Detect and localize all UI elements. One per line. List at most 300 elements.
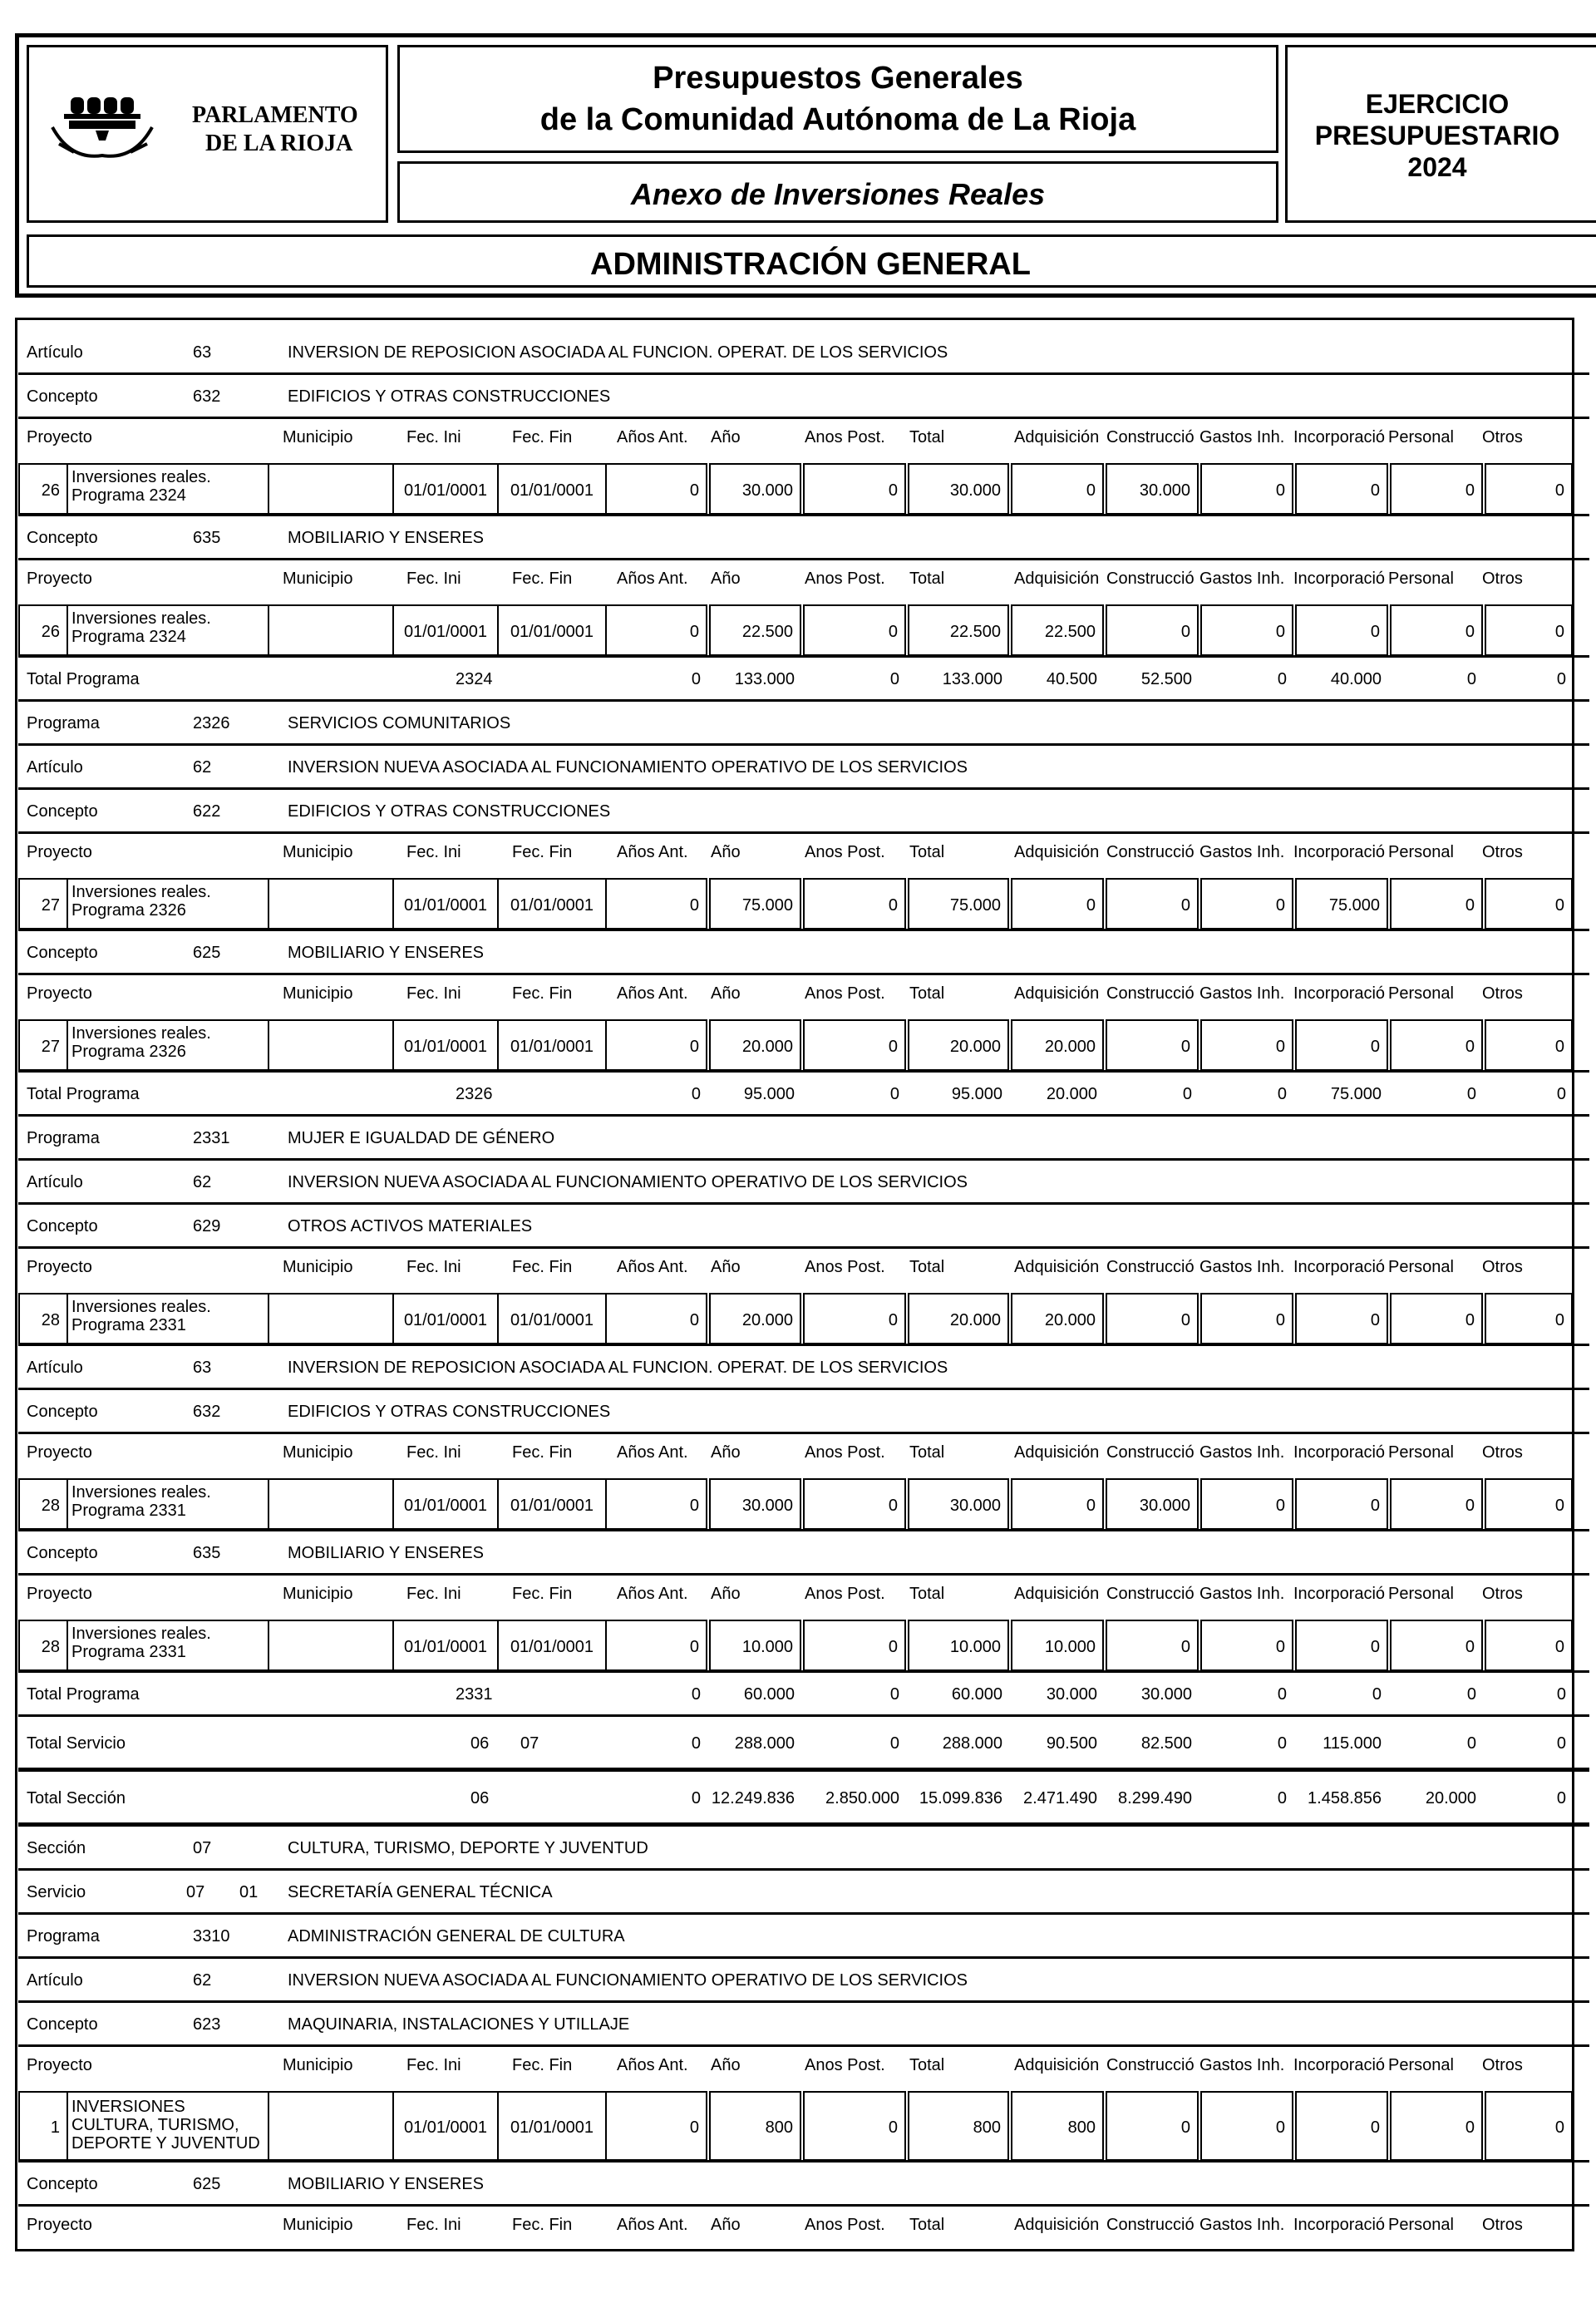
row-divider bbox=[18, 1768, 1589, 1772]
row-code: 632 bbox=[193, 1402, 221, 1421]
row-divider bbox=[18, 655, 1589, 658]
value-cell: 30.000 bbox=[709, 463, 801, 515]
total-value: 40.000 bbox=[1330, 669, 1382, 688]
column-header: Incorporació bbox=[1293, 1584, 1386, 1603]
row-description: MOBILIARIO Y ENSERES bbox=[288, 2174, 485, 2193]
value-cell: 30.000 bbox=[709, 1478, 801, 1530]
value-cell: 0 bbox=[1390, 463, 1483, 515]
row-description: INVERSION NUEVA ASOCIADA AL FUNCIONAMIENTO OPERATIVO DE LOS SERVICIOS bbox=[288, 757, 968, 777]
total-code: 2326 bbox=[456, 1084, 493, 1103]
row-divider bbox=[18, 2000, 1589, 2003]
column-header: Anos Post. bbox=[805, 2055, 885, 2074]
column-header: Total bbox=[909, 1442, 945, 1462]
total-value: 2.850.000 bbox=[825, 1789, 899, 1807]
row-description: INVERSION DE REPOSICION ASOCIADA AL FUNCION. OPERAT. DE LOS SERVICIOS bbox=[288, 1358, 948, 1377]
value-cell: 0 bbox=[803, 1293, 906, 1344]
column-header: Total bbox=[909, 2055, 945, 2074]
value-cell: 30.000 bbox=[908, 463, 1009, 515]
total-value: 12.249.836 bbox=[711, 1789, 795, 1807]
value-cell: 0 bbox=[605, 2091, 707, 2161]
column-header: Proyecto bbox=[27, 2055, 92, 2074]
column-header: Adquisición bbox=[1014, 2215, 1100, 2234]
value-cell: 10.000 bbox=[709, 1620, 801, 1671]
row-code: 63 bbox=[193, 343, 212, 362]
column-header: Otros bbox=[1482, 1584, 1523, 1603]
column-header: Año bbox=[711, 842, 741, 861]
title-line2: de la Comunidad Autónoma de La Rioja bbox=[539, 102, 1136, 137]
fecha-fin: 01/01/0001 bbox=[497, 878, 607, 930]
total-code: 06 bbox=[470, 1789, 490, 1807]
row-code: 635 bbox=[193, 1543, 221, 1562]
total-value: 30.000 bbox=[1046, 1684, 1097, 1704]
row-type-label: Concepto bbox=[27, 2174, 98, 2193]
total-value: 40.500 bbox=[1046, 669, 1097, 688]
value-cell: 75.000 bbox=[908, 878, 1009, 930]
column-header: Municipio bbox=[283, 1584, 353, 1603]
row-type-label: Programa bbox=[27, 1926, 100, 1946]
total-value: 0 bbox=[1466, 1084, 1476, 1103]
column-header: Total bbox=[909, 984, 945, 1003]
row-type-label: Concepto bbox=[27, 528, 98, 547]
total-value: 0 bbox=[1556, 1684, 1566, 1704]
column-header: Municipio bbox=[283, 569, 353, 588]
subtitle-box bbox=[397, 161, 1278, 223]
value-cell: 20.000 bbox=[908, 1293, 1009, 1344]
row-divider bbox=[18, 2160, 1589, 2163]
value-cell: 0 bbox=[1200, 1478, 1293, 1530]
column-header: Fec. Fin bbox=[512, 2055, 573, 2074]
column-header: Gastos Inh. bbox=[1199, 842, 1285, 861]
value-cell: 20.000 bbox=[1011, 1293, 1104, 1344]
column-header: Incorporació bbox=[1293, 2055, 1386, 2074]
value-cell: 0 bbox=[1200, 1293, 1293, 1344]
column-header: Proyecto bbox=[27, 1257, 92, 1276]
column-header: Años Ant. bbox=[617, 984, 688, 1003]
value-cell: 0 bbox=[1485, 2091, 1573, 2161]
column-header: Años Ant. bbox=[617, 842, 688, 861]
project-name: Inversiones reales. Programa 2331 bbox=[66, 1620, 269, 1671]
section-banner-box bbox=[27, 234, 1596, 288]
column-header: Fec. Ini bbox=[406, 2055, 461, 2074]
project-number: 26 bbox=[18, 604, 68, 656]
total-value: 52.500 bbox=[1140, 669, 1192, 688]
column-header: Gastos Inh. bbox=[1199, 984, 1285, 1003]
fecha-fin: 01/01/0001 bbox=[497, 463, 607, 515]
project-name: Inversiones reales. Programa 2324 bbox=[66, 604, 269, 656]
total-value: 2.471.490 bbox=[1023, 1789, 1097, 1807]
fecha-inicio: 01/01/0001 bbox=[392, 1293, 499, 1344]
value-cell: 0 bbox=[1295, 604, 1388, 656]
row-divider bbox=[18, 929, 1589, 931]
column-header: Fec. Ini bbox=[406, 1442, 461, 1462]
total-value: 0 bbox=[889, 669, 899, 688]
row-code: 62 bbox=[193, 757, 212, 777]
column-header: Proyecto bbox=[27, 842, 92, 861]
row-type-label: Sección bbox=[27, 1838, 86, 1857]
project-number: 26 bbox=[18, 463, 68, 515]
value-cell: 0 bbox=[1485, 463, 1573, 515]
column-header: Otros bbox=[1482, 842, 1523, 861]
row-description: EDIFICIOS Y OTRAS CONSTRUCCIONES bbox=[288, 1402, 611, 1421]
row-type-label: Concepto bbox=[27, 1402, 98, 1421]
value-cell: 0 bbox=[1295, 2091, 1388, 2161]
column-header: Años Ant. bbox=[617, 2055, 688, 2074]
column-header: Incorporació bbox=[1293, 2215, 1386, 2234]
value-cell: 0 bbox=[1390, 1620, 1483, 1671]
project-name: Inversiones reales. Programa 2326 bbox=[66, 878, 269, 930]
total-value: 0 bbox=[691, 1684, 701, 1704]
value-cell: 0 bbox=[1295, 1478, 1388, 1530]
row-divider bbox=[18, 973, 1589, 975]
column-header: Construcció bbox=[1106, 569, 1195, 588]
value-cell: 30.000 bbox=[1106, 463, 1199, 515]
column-header: Construcció bbox=[1106, 2055, 1195, 2074]
value-cell: 0 bbox=[1295, 1293, 1388, 1344]
municipio-cell bbox=[268, 1293, 394, 1344]
value-cell: 0 bbox=[605, 1478, 707, 1530]
row-divider bbox=[18, 1912, 1589, 1915]
total-value: 8.299.490 bbox=[1118, 1789, 1192, 1807]
column-header: Anos Post. bbox=[805, 2215, 885, 2234]
value-cell: 0 bbox=[803, 1019, 906, 1071]
total-value: 0 bbox=[1556, 1789, 1566, 1807]
column-header: Años Ant. bbox=[617, 2215, 688, 2234]
value-cell: 0 bbox=[1200, 1620, 1293, 1671]
municipio-cell bbox=[268, 463, 394, 515]
value-cell: 0 bbox=[1390, 878, 1483, 930]
total-code: 2324 bbox=[456, 669, 493, 688]
row-divider bbox=[18, 699, 1589, 702]
project-number: 27 bbox=[18, 1019, 68, 1071]
column-header: Año bbox=[711, 2055, 741, 2074]
column-header: Personal bbox=[1388, 2215, 1454, 2234]
column-header: Construcció bbox=[1106, 427, 1195, 446]
total-value: 95.000 bbox=[743, 1084, 795, 1103]
column-header: Proyecto bbox=[27, 427, 92, 446]
value-cell: 0 bbox=[1200, 604, 1293, 656]
column-header: Incorporació bbox=[1293, 1442, 1386, 1462]
value-cell: 10.000 bbox=[908, 1620, 1009, 1671]
column-header: Adquisición bbox=[1014, 1257, 1100, 1276]
total-label: Total Programa bbox=[27, 1084, 140, 1103]
column-header: Fec. Fin bbox=[512, 2215, 573, 2234]
total-code2: 07 bbox=[520, 1734, 539, 1753]
value-cell: 0 bbox=[605, 604, 707, 656]
column-header: Adquisición bbox=[1014, 2055, 1100, 2074]
value-cell: 0 bbox=[605, 1620, 707, 1671]
value-cell: 0 bbox=[1106, 1019, 1199, 1071]
row-type-label: Concepto bbox=[27, 1543, 98, 1562]
row-code: 07 bbox=[193, 1838, 212, 1857]
column-header: Proyecto bbox=[27, 1584, 92, 1603]
row-divider bbox=[18, 787, 1589, 790]
fecha-inicio: 01/01/0001 bbox=[392, 604, 499, 656]
column-header: Total bbox=[909, 842, 945, 861]
total-value: 0 bbox=[1182, 1084, 1192, 1103]
row-description: MOBILIARIO Y ENSERES bbox=[288, 1543, 485, 1562]
total-value: 288.000 bbox=[734, 1734, 795, 1753]
column-header: Total bbox=[909, 1584, 945, 1603]
value-cell: 0 bbox=[803, 878, 906, 930]
column-header: Incorporació bbox=[1293, 427, 1386, 446]
value-cell: 20.000 bbox=[1011, 1019, 1104, 1071]
total-value: 0 bbox=[691, 669, 701, 688]
fecha-fin: 01/01/0001 bbox=[497, 2091, 607, 2161]
value-cell: 0 bbox=[1485, 604, 1573, 656]
row-divider bbox=[18, 1670, 1589, 1673]
fecha-fin: 01/01/0001 bbox=[497, 1620, 607, 1671]
year-line2: PRESUPUESTARIO bbox=[1314, 121, 1560, 150]
row-code: 635 bbox=[193, 528, 221, 547]
value-cell: 0 bbox=[803, 1620, 906, 1671]
total-value: 75.000 bbox=[1330, 1084, 1382, 1103]
column-header: Anos Post. bbox=[805, 842, 885, 861]
column-header: Personal bbox=[1388, 1257, 1454, 1276]
column-header: Municipio bbox=[283, 1257, 353, 1276]
total-value: 288.000 bbox=[942, 1734, 1002, 1753]
row-description: INVERSION DE REPOSICION ASOCIADA AL FUNCION. OPERAT. DE LOS SERVICIOS bbox=[288, 343, 948, 362]
value-cell: 0 bbox=[1106, 878, 1199, 930]
column-header: Fec. Ini bbox=[406, 427, 461, 446]
total-value: 60.000 bbox=[743, 1684, 795, 1704]
row-divider bbox=[18, 514, 1589, 516]
row-divider bbox=[18, 2204, 1589, 2207]
total-value: 115.000 bbox=[1323, 1734, 1382, 1753]
row-type-label: Concepto bbox=[27, 1216, 98, 1235]
total-value: 0 bbox=[1466, 1734, 1476, 1753]
column-header: Fec. Fin bbox=[512, 1257, 573, 1276]
fecha-inicio: 01/01/0001 bbox=[392, 878, 499, 930]
row-divider bbox=[18, 1822, 1589, 1827]
row-divider bbox=[18, 1956, 1589, 1959]
column-header: Construcció bbox=[1106, 1442, 1195, 1462]
row-code: 625 bbox=[193, 943, 221, 962]
row-type-label: Concepto bbox=[27, 943, 98, 962]
row-divider bbox=[18, 1114, 1589, 1117]
value-cell: 0 bbox=[1295, 1019, 1388, 1071]
row-description: OTROS ACTIVOS MATERIALES bbox=[288, 1216, 533, 1235]
column-header: Adquisición bbox=[1014, 569, 1100, 588]
total-value: 0 bbox=[1277, 669, 1287, 688]
value-cell: 22.500 bbox=[1011, 604, 1104, 656]
column-header: Proyecto bbox=[27, 569, 92, 588]
column-header: Total bbox=[909, 427, 945, 446]
column-header: Fec. Ini bbox=[406, 984, 461, 1003]
row-code: 622 bbox=[193, 801, 221, 821]
column-header: Construcció bbox=[1106, 1584, 1195, 1603]
row-description: MAQUINARIA, INSTALACIONES Y UTILLAJE bbox=[288, 2015, 630, 2034]
fecha-inicio: 01/01/0001 bbox=[392, 1478, 499, 1530]
row-type-label: Programa bbox=[27, 1128, 100, 1147]
column-header: Fec. Ini bbox=[406, 1257, 461, 1276]
row-code: 623 bbox=[193, 2015, 221, 2034]
total-value: 1.458.856 bbox=[1308, 1789, 1382, 1807]
value-cell: 800 bbox=[1011, 2091, 1104, 2161]
municipio-cell bbox=[268, 1478, 394, 1530]
fecha-fin: 01/01/0001 bbox=[497, 1293, 607, 1344]
column-header: Adquisición bbox=[1014, 984, 1100, 1003]
row-code: 632 bbox=[193, 387, 221, 406]
total-value: 0 bbox=[1466, 1684, 1476, 1704]
value-cell: 20.000 bbox=[709, 1019, 801, 1071]
title-box bbox=[397, 45, 1278, 153]
column-header: Total bbox=[909, 2215, 945, 2234]
row-code2: 01 bbox=[239, 1882, 259, 1901]
value-cell: 0 bbox=[803, 2091, 906, 2161]
column-header: Total bbox=[909, 1257, 945, 1276]
row-divider bbox=[18, 2044, 1589, 2047]
row-type-label: Artículo bbox=[27, 757, 83, 777]
total-label: Total Programa bbox=[27, 1684, 140, 1704]
value-cell: 0 bbox=[1011, 1478, 1104, 1530]
total-value: 0 bbox=[889, 1084, 899, 1103]
row-description: EDIFICIOS Y OTRAS CONSTRUCCIONES bbox=[288, 387, 611, 406]
column-header: Año bbox=[711, 1257, 741, 1276]
row-description: MUJER E IGUALDAD DE GÉNERO bbox=[288, 1128, 555, 1147]
fecha-fin: 01/01/0001 bbox=[497, 604, 607, 656]
project-number: 27 bbox=[18, 878, 68, 930]
row-type-label: Programa bbox=[27, 713, 100, 732]
value-cell: 0 bbox=[1295, 1620, 1388, 1671]
column-header: Año bbox=[711, 427, 741, 446]
column-header: Construcció bbox=[1106, 984, 1195, 1003]
total-value: 133.000 bbox=[942, 669, 1002, 688]
column-header: Proyecto bbox=[27, 984, 92, 1003]
column-header: Personal bbox=[1388, 569, 1454, 588]
column-header: Fec. Ini bbox=[406, 842, 461, 861]
year-line1: EJERCICIO bbox=[1365, 89, 1510, 119]
row-description: ADMINISTRACIÓN GENERAL DE CULTURA bbox=[288, 1926, 625, 1946]
row-divider bbox=[18, 1388, 1589, 1390]
row-code: 62 bbox=[193, 1172, 212, 1191]
value-cell: 0 bbox=[803, 463, 906, 515]
value-cell: 0 bbox=[605, 1019, 707, 1071]
municipio-cell bbox=[268, 1019, 394, 1071]
column-header: Adquisición bbox=[1014, 1442, 1100, 1462]
row-description: EDIFICIOS Y OTRAS CONSTRUCCIONES bbox=[288, 801, 611, 821]
project-number: 28 bbox=[18, 1620, 68, 1671]
row-code: 3310 bbox=[193, 1926, 230, 1946]
column-header: Otros bbox=[1482, 427, 1523, 446]
row-code: 2326 bbox=[193, 713, 230, 732]
column-header: Otros bbox=[1482, 569, 1523, 588]
column-header: Otros bbox=[1482, 2215, 1523, 2234]
column-header: Construcció bbox=[1106, 1257, 1195, 1276]
fecha-inicio: 01/01/0001 bbox=[392, 2091, 499, 2161]
column-header: Años Ant. bbox=[617, 1257, 688, 1276]
column-header: Gastos Inh. bbox=[1199, 569, 1285, 588]
value-cell: 0 bbox=[1200, 878, 1293, 930]
project-name: Inversiones reales. Programa 2324 bbox=[66, 463, 269, 515]
column-header: Fec. Fin bbox=[512, 569, 573, 588]
year-box bbox=[1285, 45, 1596, 223]
total-value: 0 bbox=[691, 1084, 701, 1103]
value-cell: 75.000 bbox=[709, 878, 801, 930]
column-header: Adquisición bbox=[1014, 427, 1100, 446]
total-value: 60.000 bbox=[951, 1684, 1002, 1704]
value-cell: 0 bbox=[1390, 1019, 1483, 1071]
project-number: 28 bbox=[18, 1293, 68, 1344]
column-header: Construcció bbox=[1106, 842, 1195, 861]
parliament-logo-icon bbox=[37, 86, 162, 177]
row-divider bbox=[18, 1246, 1589, 1249]
row-divider bbox=[18, 372, 1589, 375]
total-value: 133.000 bbox=[734, 669, 795, 688]
column-header: Gastos Inh. bbox=[1199, 1257, 1285, 1276]
value-cell: 0 bbox=[1200, 463, 1293, 515]
value-cell: 0 bbox=[1011, 878, 1104, 930]
value-cell: 0 bbox=[1390, 2091, 1483, 2161]
column-header: Gastos Inh. bbox=[1199, 1584, 1285, 1603]
row-divider bbox=[18, 1070, 1589, 1073]
row-type-label: Concepto bbox=[27, 387, 98, 406]
column-header: Municipio bbox=[283, 984, 353, 1003]
municipio-cell bbox=[268, 604, 394, 656]
row-description: SERVICIOS COMUNITARIOS bbox=[288, 713, 511, 732]
row-divider bbox=[18, 1573, 1589, 1576]
row-divider bbox=[18, 1529, 1589, 1531]
total-value: 0 bbox=[1277, 1684, 1287, 1704]
value-cell: 0 bbox=[1390, 604, 1483, 656]
column-header: Fec. Fin bbox=[512, 1584, 573, 1603]
row-type-label: Concepto bbox=[27, 2015, 98, 2034]
project-name: Inversiones reales. Programa 2331 bbox=[66, 1478, 269, 1530]
row-code: 2331 bbox=[193, 1128, 230, 1147]
value-cell: 0 bbox=[1295, 463, 1388, 515]
column-header: Anos Post. bbox=[805, 1257, 885, 1276]
column-header: Otros bbox=[1482, 1442, 1523, 1462]
column-header: Incorporació bbox=[1293, 842, 1386, 861]
column-header: Fec. Ini bbox=[406, 1584, 461, 1603]
column-header: Año bbox=[711, 1584, 741, 1603]
row-divider bbox=[18, 1714, 1589, 1717]
value-cell: 0 bbox=[1200, 1019, 1293, 1071]
value-cell: 0 bbox=[1485, 1293, 1573, 1344]
fecha-fin: 01/01/0001 bbox=[497, 1478, 607, 1530]
row-divider bbox=[18, 417, 1589, 419]
value-cell: 0 bbox=[1390, 1478, 1483, 1530]
column-header: Fec. Ini bbox=[406, 2215, 461, 2234]
column-header: Personal bbox=[1388, 427, 1454, 446]
row-divider bbox=[18, 831, 1589, 834]
column-header: Años Ant. bbox=[617, 427, 688, 446]
project-name: Inversiones reales. Programa 2326 bbox=[66, 1019, 269, 1071]
column-header: Municipio bbox=[283, 2215, 353, 2234]
column-header: Anos Post. bbox=[805, 569, 885, 588]
value-cell: 0 bbox=[1011, 463, 1104, 515]
value-cell: 0 bbox=[1485, 878, 1573, 930]
column-header: Personal bbox=[1388, 842, 1454, 861]
value-cell: 10.000 bbox=[1011, 1620, 1104, 1671]
row-code: 629 bbox=[193, 1216, 221, 1235]
column-header: Proyecto bbox=[27, 1442, 92, 1462]
value-cell: 0 bbox=[605, 463, 707, 515]
value-cell: 22.500 bbox=[908, 604, 1009, 656]
fecha-fin: 01/01/0001 bbox=[497, 1019, 607, 1071]
row-type-label: Artículo bbox=[27, 1172, 83, 1191]
row-divider bbox=[18, 743, 1589, 746]
column-header: Otros bbox=[1482, 984, 1523, 1003]
total-value: 15.099.836 bbox=[919, 1789, 1002, 1807]
row-code: 63 bbox=[193, 1358, 212, 1377]
row-description: INVERSION NUEVA ASOCIADA AL FUNCIONAMIENTO OPERATIVO DE LOS SERVICIOS bbox=[288, 1970, 968, 1990]
column-header: Gastos Inh. bbox=[1199, 427, 1285, 446]
column-header: Año bbox=[711, 2215, 741, 2234]
column-header: Construcció bbox=[1106, 2215, 1195, 2234]
column-header: Año bbox=[711, 569, 741, 588]
row-type-label: Artículo bbox=[27, 1970, 83, 1990]
row-divider bbox=[18, 1158, 1589, 1161]
